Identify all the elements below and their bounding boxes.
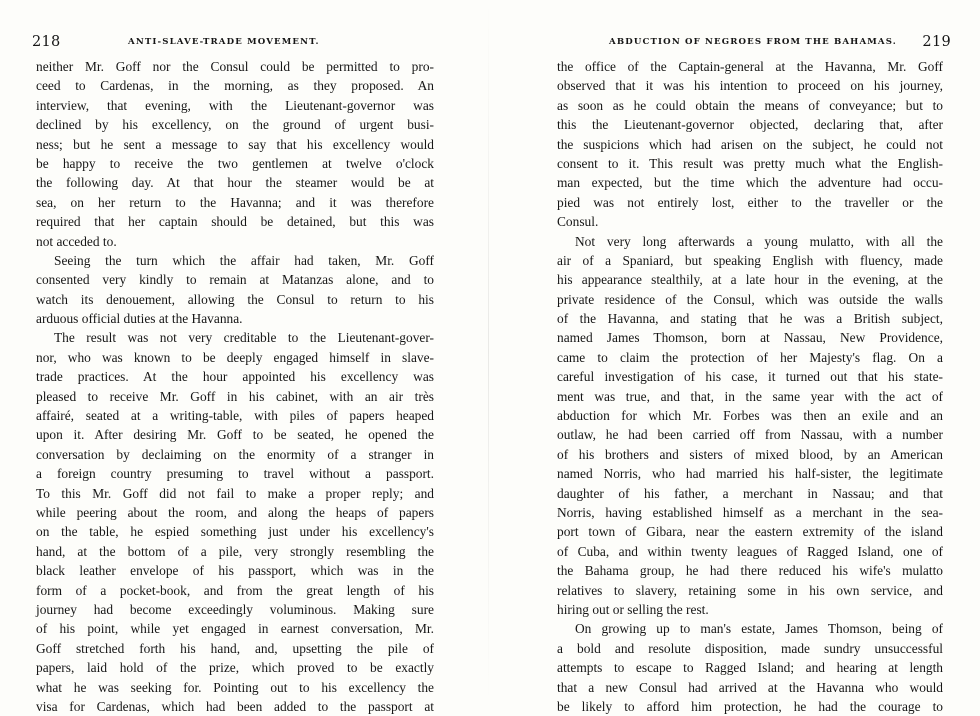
text-line: the Bahama group, he had there reduced his wife's mulatto — [557, 563, 943, 579]
text-line: Norris, having established himself as a merchant in the sea- — [557, 504, 943, 520]
text-line: came to claim the protection of her Majesty's flag. On a — [557, 349, 943, 365]
right-running-head-title: ABDUCTION OF NEGROES FROM THE BAHAMAS. — [609, 37, 897, 47]
text-line: careful investigation of his case, it turned out that his state- — [557, 369, 943, 385]
left-page-body — [36, 57, 434, 716]
book-gutter — [488, 0, 489, 704]
text-line: named James Thomson, born at Nassau, New Providence, — [557, 330, 943, 346]
text-line: affairé, seated at a writing-table, with piles of papers heaped — [36, 408, 434, 424]
text-line: of his brothers and sisters of mixed blood, by an American — [557, 446, 943, 462]
text-line: of Cuba, and within twenty leagues of Ragged Island, one of — [557, 543, 943, 559]
text-line: papers, laid hold of the prize, which proved to be exactly — [36, 660, 434, 676]
text-line: be likely to afford him protection, he had the courage to — [557, 698, 943, 714]
text-line: neither Mr. Goff nor the Consul could be permitted to pro- — [36, 59, 434, 74]
text-line: sea, on her return to the Havanna; and it was therefore — [36, 194, 434, 210]
text-line: consent to it. This result was pretty much what the English- — [557, 155, 943, 171]
text-line: pleased to receive Mr. Goff in his cabinet, with an air très — [36, 388, 434, 404]
text-line: Goff stretched forth his hand, and, upsetting the pile of — [36, 640, 434, 656]
text-line: observed that it was his intention to proceed on his journey, — [557, 78, 943, 94]
left-page — [32, 0, 434, 714]
text-line: the following day. At that hour the steamer would be at — [36, 175, 434, 191]
text-line: required that her captain should be detained, but this was — [36, 214, 434, 230]
text-line: this the Lieutenant-governor objected, declaring that, after — [557, 117, 943, 133]
text-line: upon it. After desiring Mr. Goff to be seated, he opened the — [36, 427, 434, 443]
text-line: ment was true, and that, in the same year with the act of — [557, 388, 943, 404]
text-line: of the Havanna, and stating that he was a British subject, — [557, 311, 943, 327]
text-line: The result was not very creditable to the Lieutenant-gover- — [54, 330, 434, 346]
text-line: be happy to receive the two gentlemen at twelve o'clock — [36, 155, 434, 171]
text-line: that a new Consul had arrived at the Havanna who would — [557, 679, 943, 695]
text-line: while peering about the room, and along the heaps of papers — [36, 504, 434, 520]
text-line: declined by his excellency, on the ground of urgent busi- — [36, 117, 434, 133]
text-line: what he was seeking for. Pointing out to his excellency the — [36, 679, 434, 695]
text-line: Seeing the turn which the affair had taken, Mr. Goff — [54, 252, 434, 268]
text-line: watch its denouement, allowing the Consul to return to his — [36, 291, 434, 307]
text-line: conversation by declaiming on the enormity of a stranger in — [36, 446, 434, 462]
text-line: visa for Cardenas, which had been added to the passport at — [36, 698, 434, 714]
text-line: private residence of the Consul, which was outside the walls — [557, 291, 943, 307]
text-line: hand, at the bottom of a pile, very strongly resembling the — [36, 543, 434, 559]
left-page-number: 218 — [32, 34, 61, 50]
text-line: On growing up to man's estate, James Thomson, being of — [575, 621, 943, 637]
text-line: man expected, but the time which the adventure had occu- — [557, 175, 943, 191]
text-line: arduous official duties at the Havanna. — [36, 311, 243, 327]
text-line: hiring out or selling the rest. — [557, 601, 709, 617]
right-running-head — [557, 34, 951, 54]
text-line: nor, who was known to be deeply engaged himself in slave- — [36, 349, 434, 365]
right-page — [557, 0, 951, 714]
text-line: form of a pocket-book, and from the great length of his — [36, 582, 434, 598]
text-line: pied was not entirely lost, either to the traveller or the — [557, 194, 943, 210]
text-line: air of a Spaniard, but speaking English with fluency, made — [557, 252, 943, 268]
text-line: a foreign country presuming to travel without a passport. — [36, 466, 434, 482]
text-line: interview, that evening, with the Lieutenant-governor was — [36, 97, 434, 113]
text-line: To this Mr. Goff did not fail to make a proper reply; and — [36, 485, 434, 501]
text-line: the suspicions which had arisen on the subject, he could not — [557, 136, 943, 152]
text-line: the office of the Captain-general at the Havanna, Mr. Goff — [557, 59, 943, 74]
text-line: daughter of his father, a merchant in Nassau; and that — [557, 485, 943, 501]
text-line: his appearance stealthily, at a late hour in the evening, at the — [557, 272, 943, 288]
text-line: trade practices. At the hour appointed his excellency was — [36, 369, 434, 385]
text-line: ness; but he sent a message to say that his excellency would — [36, 136, 434, 152]
text-line: journey had become exceedingly voluminous. Making sure — [36, 601, 434, 617]
right-page-number: 219 — [922, 34, 951, 50]
text-line: attempts to escape to Ragged Island; and hearing at length — [557, 660, 943, 676]
text-line: outlaw, he had been carried off from Nassau, with a number — [557, 427, 943, 443]
text-line: on the table, he espied something just under his excellency's — [36, 524, 434, 540]
text-line: a bold and resolute disposition, made sundry unsuccessful — [557, 640, 943, 656]
text-line: Consul. — [557, 214, 599, 230]
text-line: ceed to Cardenas, in the morning, as they proposed. An — [36, 78, 434, 94]
text-line: Not very long afterwards a young mulatto, with all the — [575, 233, 943, 249]
text-line: not acceded to. — [36, 233, 117, 249]
left-running-head — [32, 34, 434, 54]
right-page-body — [557, 57, 943, 716]
text-line: of his point, while yet engaged in earnest conversation, Mr. — [36, 621, 434, 637]
left-running-head-title: ANTI-SLAVE-TRADE MOVEMENT. — [128, 37, 320, 47]
text-line: as soon as he could obtain the means of conveyance; but to — [557, 97, 943, 113]
text-line: relatives to slavery, retaining some in his own service, and — [557, 582, 943, 598]
text-line: black leather envelope of his passport, which was in the — [36, 563, 434, 579]
text-line: named Norris, who had married his half-sister, the legitimate — [557, 466, 943, 482]
text-line: consented very kindly to remain at Matanzas alone, and to — [36, 272, 434, 288]
text-line: port town of Gibara, near the eastern extremity of the island — [557, 524, 943, 540]
text-line: abduction for which Mr. Forbes was then an exile and an — [557, 408, 943, 424]
